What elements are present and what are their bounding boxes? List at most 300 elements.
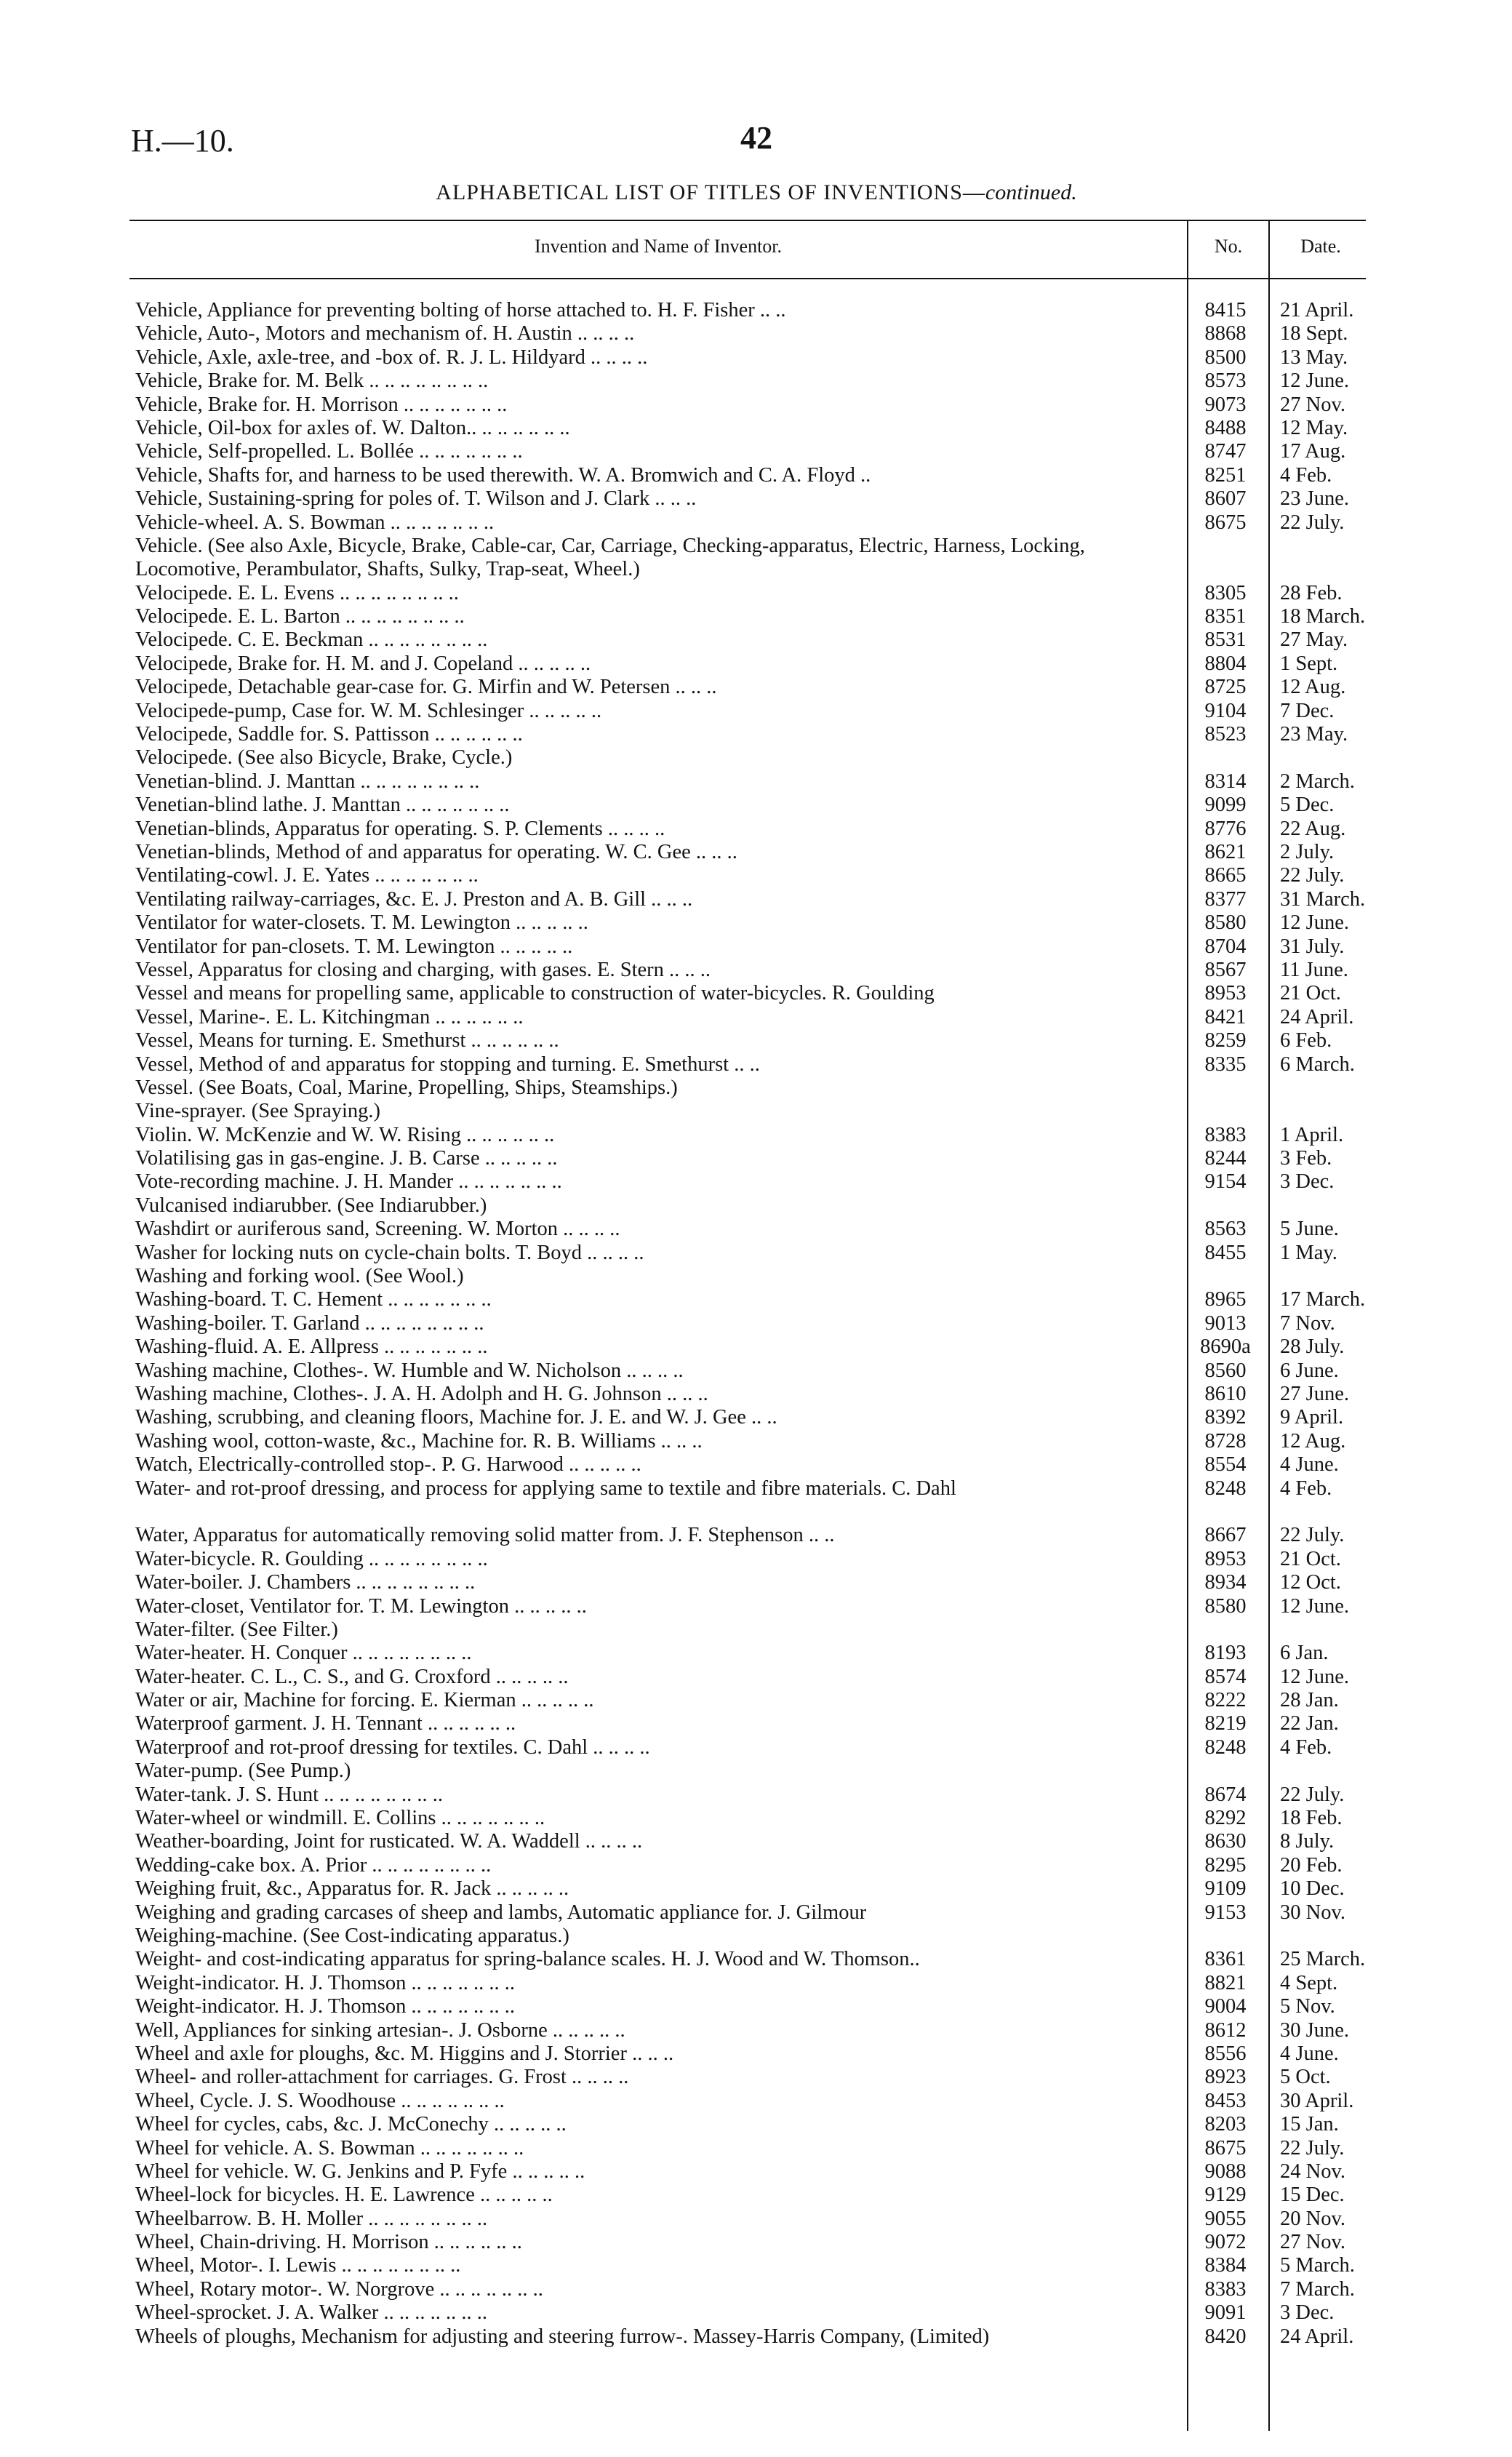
patent-number: 8392 bbox=[1204, 1406, 1247, 1429]
patent-number: 8573 bbox=[1204, 369, 1247, 393]
table-row bbox=[0, 935, 1512, 959]
column-header-date: Date. bbox=[1300, 236, 1341, 257]
table-row bbox=[0, 723, 1512, 746]
patent-number: 8488 bbox=[1204, 416, 1247, 439]
invention-title: Water, Apparatus for automatically removing solid matter from. J. F. Stephenson .. .. bbox=[135, 1524, 835, 1547]
patent-date: 21 Oct. bbox=[1280, 1547, 1341, 1570]
invention-title: Water- and rot-proof dressing, and process for applying same to textile and fibre materials. C. Dahl bbox=[135, 1477, 956, 1500]
invention-title: Ventilating railway-carriages, &c. E. J. Preston and A. B. Gill .. .. .. bbox=[135, 887, 693, 911]
patent-number: 8455 bbox=[1204, 1241, 1247, 1264]
patent-date: 7 Nov. bbox=[1280, 1311, 1335, 1335]
patent-date: 4 June. bbox=[1280, 1453, 1339, 1477]
patent-number: 8665 bbox=[1204, 864, 1247, 887]
table-row bbox=[0, 818, 1512, 841]
patent-date: 17 Aug. bbox=[1280, 440, 1346, 463]
table-row bbox=[0, 2019, 1512, 2042]
table-row bbox=[0, 1124, 1512, 1147]
patent-date: 5 Nov. bbox=[1280, 1995, 1335, 2018]
table-row bbox=[0, 700, 1512, 723]
patent-date: 22 July. bbox=[1280, 511, 1345, 534]
patent-date: 12 June. bbox=[1280, 369, 1349, 393]
patent-number: 9099 bbox=[1204, 794, 1247, 817]
patent-date: 6 Feb. bbox=[1280, 1029, 1332, 1052]
table-row bbox=[0, 982, 1512, 1005]
patent-date: 12 Oct. bbox=[1280, 1571, 1341, 1594]
patent-number: 8674 bbox=[1204, 1783, 1247, 1806]
patent-date: 12 June. bbox=[1280, 911, 1349, 935]
table-row bbox=[0, 346, 1512, 369]
invention-title: Vine-sprayer. (See Spraying.) bbox=[135, 1100, 381, 1123]
invention-title: Weather-boarding, Joint for rusticated. W. A. Waddell .. .. .. .. bbox=[135, 1830, 643, 1853]
table-row bbox=[0, 1666, 1512, 1689]
table-row bbox=[0, 1925, 1512, 1948]
table-row bbox=[0, 864, 1512, 887]
patent-number: 9104 bbox=[1204, 699, 1247, 722]
column-header-number: No. bbox=[1214, 236, 1243, 257]
patent-date: 3 Feb. bbox=[1280, 1147, 1332, 1170]
patent-date: 4 Feb. bbox=[1280, 463, 1332, 487]
invention-title: Weighing-machine. (See Cost-indicating apparatus.) bbox=[135, 1924, 569, 1947]
invention-title: Water-heater. H. Conquer .. .. .. .. .. .. .. .. bbox=[135, 1642, 472, 1665]
patent-number: 8292 bbox=[1204, 1807, 1247, 1830]
patent-date: 6 March. bbox=[1280, 1052, 1355, 1076]
table-row bbox=[0, 322, 1512, 345]
table-header-rule bbox=[129, 278, 1366, 279]
patent-date: 27 May. bbox=[1280, 628, 1348, 652]
patent-number: 8377 bbox=[1204, 887, 1247, 911]
patent-number: 8747 bbox=[1204, 440, 1247, 463]
invention-title: Wheel for vehicle. W. G. Jenkins and P. Fyfe .. .. .. .. .. bbox=[135, 2160, 585, 2183]
invention-title: Wedding-cake box. A. Prior .. .. .. .. .. .. .. .. bbox=[135, 1853, 492, 1877]
table-row bbox=[0, 464, 1512, 487]
patent-date: 20 Feb. bbox=[1280, 1853, 1343, 1877]
patent-number: 8531 bbox=[1204, 628, 1247, 652]
table-row bbox=[0, 2184, 1512, 2207]
invention-title: Wheel- and roller-attachment for carriages. G. Frost .. .. .. .. bbox=[135, 2066, 629, 2089]
page-number: 42 bbox=[740, 120, 772, 156]
table-row bbox=[0, 1901, 1512, 1925]
patent-number: 8193 bbox=[1204, 1642, 1247, 1665]
table-row bbox=[0, 1406, 1512, 1429]
invention-title: Washing machine, Clothes-. W. Humble and W. Nicholson .. .. .. .. bbox=[135, 1359, 684, 1382]
patent-number: 8351 bbox=[1204, 605, 1247, 628]
invention-title: Volatilising gas in gas-engine. J. B. Carse .. .. .. .. .. bbox=[135, 1147, 558, 1170]
table-row bbox=[0, 652, 1512, 676]
invention-title: Weighing and grading carcases of sheep and lambs, Automatic appliance for. J. Gilmour bbox=[135, 1901, 867, 1924]
invention-title: Washdirt or auriferous sand, Screening. W. Morton .. .. .. .. bbox=[135, 1218, 620, 1241]
invention-title: Weight-indicator. H. J. Thomson .. .. .. .. .. .. .. bbox=[135, 1971, 516, 1994]
invention-title: Water-bicycle. R. Goulding .. .. .. .. .. .. .. .. bbox=[135, 1547, 488, 1570]
table-row bbox=[0, 2325, 1512, 2373]
patent-date: 23 June. bbox=[1280, 487, 1349, 511]
patent-number: 8421 bbox=[1204, 1005, 1247, 1028]
invention-title: Washing, scrubbing, and cleaning floors, Machine for. J. E. and W. J. Gee .. .. bbox=[135, 1406, 777, 1429]
table-row bbox=[0, 369, 1512, 393]
patent-number: 8563 bbox=[1204, 1218, 1247, 1241]
patent-date: 21 Oct. bbox=[1280, 982, 1341, 1005]
invention-title: Vehicle-wheel. A. S. Bowman .. .. .. .. .. .. .. bbox=[135, 511, 495, 534]
patent-date: 24 April. bbox=[1280, 1005, 1354, 1028]
invention-title: Venetian-blinds, Apparatus for operating. S. P. Clements .. .. .. .. bbox=[135, 817, 665, 840]
invention-title: Water-closet, Ventilator for. T. M. Lewington .. .. .. .. .. bbox=[135, 1594, 587, 1618]
patent-date: 22 Jan. bbox=[1280, 1712, 1339, 1735]
table-row bbox=[0, 1783, 1512, 1807]
patent-number: 8383 bbox=[1204, 2277, 1247, 2301]
table-row bbox=[0, 1548, 1512, 1571]
patent-number: 8305 bbox=[1204, 581, 1247, 604]
patent-date: 15 Jan. bbox=[1280, 2113, 1339, 2136]
patent-number: 8556 bbox=[1204, 2042, 1247, 2065]
invention-title: Vehicle, Brake for. H. Morrison .. .. .. .. .. .. .. bbox=[135, 393, 508, 416]
patent-number: 8295 bbox=[1204, 1853, 1247, 1877]
patent-date: 18 Sept. bbox=[1280, 322, 1348, 345]
table-row bbox=[0, 676, 1512, 699]
invention-title: Vote-recording machine. J. H. Mander .. .. .. .. .. .. .. bbox=[135, 1170, 562, 1194]
invention-title: Watch, Electrically-controlled stop-. P. G. Harwood .. .. .. .. .. bbox=[135, 1453, 641, 1477]
patent-date: 2 July. bbox=[1280, 841, 1335, 863]
patent-date: 4 June. bbox=[1280, 2042, 1339, 2065]
invention-title: Vehicle, Brake for. M. Belk .. .. .. .. .. .. .. .. bbox=[135, 369, 489, 393]
patent-date: 2 March. bbox=[1280, 770, 1355, 793]
patent-date: 31 March. bbox=[1280, 887, 1366, 911]
patent-number: 8248 bbox=[1204, 1477, 1247, 1500]
table-row bbox=[0, 1736, 1512, 1759]
invention-title: Ventilator for pan-closets. T. M. Lewington .. .. .. .. .. bbox=[135, 935, 573, 958]
patent-number: 8776 bbox=[1204, 817, 1247, 840]
patent-number: 8667 bbox=[1204, 1524, 1247, 1547]
invention-title: Vehicle, Auto-, Motors and mechanism of. H. Austin .. .. .. .. bbox=[135, 322, 635, 345]
invention-title: Ventilator for water-closets. T. M. Lewington .. .. .. .. .. bbox=[135, 911, 588, 935]
patent-date: 5 Dec. bbox=[1280, 794, 1335, 817]
patent-number: 8384 bbox=[1204, 2254, 1247, 2277]
patent-number: 8580 bbox=[1204, 1594, 1247, 1618]
patent-date: 30 Nov. bbox=[1280, 1901, 1345, 1924]
inventions-table bbox=[0, 299, 1512, 2372]
patent-number: 8222 bbox=[1204, 1689, 1247, 1712]
patent-number: 9088 bbox=[1204, 2160, 1247, 2183]
invention-title: Ventilating-cowl. J. E. Yates .. .. .. .. .. .. .. bbox=[135, 864, 479, 887]
table-row bbox=[0, 1029, 1512, 1052]
table-row bbox=[0, 1524, 1512, 1547]
invention-title: Vehicle, Sustaining-spring for poles of. T. Wilson and J. Clark .. .. .. bbox=[135, 487, 697, 511]
table-row bbox=[0, 1170, 1512, 1194]
invention-title: Washing and forking wool. (See Wool.) bbox=[135, 1265, 464, 1288]
table-row bbox=[0, 1100, 1512, 1123]
invention-title: Weighing fruit, &c., Apparatus for. R. Jack .. .. .. .. .. bbox=[135, 1877, 569, 1901]
invention-title: Washing wool, cotton-waste, &c., Machine for. R. B. Williams .. .. .. bbox=[135, 1429, 703, 1453]
patent-date: 20 Nov. bbox=[1280, 2207, 1345, 2230]
patent-number: 8607 bbox=[1204, 487, 1247, 511]
table-row bbox=[0, 1218, 1512, 1241]
patent-date: 9 April. bbox=[1280, 1406, 1344, 1429]
patent-date: 3 Dec. bbox=[1280, 1170, 1335, 1194]
patent-date: 22 July. bbox=[1280, 1524, 1345, 1547]
invention-title: Venetian-blind. J. Manttan .. .. .. .. .. .. .. .. bbox=[135, 770, 480, 793]
invention-title: Velocipede, Saddle for. S. Pattisson .. .. .. .. .. .. bbox=[135, 723, 523, 746]
table-row bbox=[0, 746, 1512, 770]
patent-date: 24 Nov. bbox=[1280, 2160, 1345, 2183]
invention-title: Wheel-sprocket. J. A. Walker .. .. .. .. .. .. .. bbox=[135, 2301, 487, 2325]
page-title bbox=[218, 180, 1295, 205]
invention-title: Wheel, Chain-driving. H. Morrison .. .. .. .. .. .. bbox=[135, 2231, 522, 2254]
patent-date: 8 July. bbox=[1280, 1830, 1335, 1853]
table-row bbox=[0, 2137, 1512, 2160]
invention-title: Wheels of ploughs, Mechanism for adjusting and steering furrow-. Massey-Harris Company, (Limited) bbox=[135, 2325, 990, 2348]
patent-date: 21 April. bbox=[1280, 299, 1354, 321]
patent-number: 8821 bbox=[1204, 1971, 1247, 1994]
patent-date: 18 March. bbox=[1280, 605, 1366, 628]
patent-date: 17 March. bbox=[1280, 1288, 1366, 1311]
table-row bbox=[0, 1948, 1512, 1971]
table-row bbox=[0, 911, 1512, 935]
patent-number: 8675 bbox=[1204, 2136, 1247, 2160]
table-row bbox=[0, 417, 1512, 440]
patent-date: 4 Feb. bbox=[1280, 1735, 1332, 1759]
invention-title: Wheel for vehicle. A. S. Bowman .. .. .. .. .. .. .. bbox=[135, 2136, 524, 2160]
patent-number: 8415 bbox=[1204, 299, 1247, 321]
invention-title: Washing machine, Clothes-. J. A. H. Adolph and H. G. Johnson .. .. .. bbox=[135, 1382, 708, 1405]
patent-date: 6 June. bbox=[1280, 1359, 1339, 1382]
patent-number: 8868 bbox=[1204, 322, 1247, 345]
table-row bbox=[0, 393, 1512, 417]
patent-number: 8804 bbox=[1204, 652, 1247, 675]
patent-number: 8244 bbox=[1204, 1147, 1247, 1170]
invention-title: Vehicle, Appliance for preventing bolting of horse attached to. H. F. Fisher .. .. bbox=[135, 299, 786, 321]
patent-date: 27 June. bbox=[1280, 1382, 1349, 1405]
invention-title: Waterproof garment. J. H. Tennant .. .. .. .. .. .. bbox=[135, 1712, 516, 1735]
patent-date: 22 July. bbox=[1280, 2136, 1345, 2160]
patent-date: 22 July. bbox=[1280, 864, 1345, 887]
table-row bbox=[0, 1359, 1512, 1383]
patent-number: 9154 bbox=[1204, 1170, 1247, 1194]
invention-title: Water or air, Machine for forcing. E. Kierman .. .. .. .. .. bbox=[135, 1689, 594, 1712]
invention-title: Vehicle. (See also Axle, Bicycle, Brake, Cable-car, Car, Carriage, Checking-apparatus, Electric, Harness, Locking, Locomotive, Perambulator, Shafts, Sulky, Trap-seat, Wheel.) bbox=[135, 534, 1085, 581]
title-continued: continued. bbox=[985, 180, 1077, 204]
invention-title: Vulcanised indiarubber. (See Indiarubber.) bbox=[135, 1194, 487, 1217]
table-row bbox=[0, 605, 1512, 628]
patent-number: 8630 bbox=[1204, 1830, 1247, 1853]
patent-date: 10 Dec. bbox=[1280, 1877, 1345, 1901]
patent-date: 15 Dec. bbox=[1280, 2184, 1345, 2207]
invention-title: Vessel and means for propelling same, applicable to construction of water-bicycles. R. Goulding bbox=[135, 982, 935, 1005]
document-code: H.—10. bbox=[131, 123, 234, 159]
patent-number: 8934 bbox=[1204, 1571, 1247, 1594]
patent-number: 8251 bbox=[1204, 463, 1247, 487]
table-row bbox=[0, 1288, 1512, 1311]
patent-number: 8728 bbox=[1204, 1429, 1247, 1453]
table-row bbox=[0, 1642, 1512, 1665]
invention-title: Water-wheel or windmill. E. Collins .. .. .. .. .. .. .. bbox=[135, 1807, 545, 1830]
table-row bbox=[0, 2254, 1512, 2277]
table-row bbox=[0, 2231, 1512, 2254]
table-row bbox=[0, 1807, 1512, 1830]
patent-date: 12 June. bbox=[1280, 1594, 1349, 1618]
patent-date: 28 Jan. bbox=[1280, 1689, 1339, 1712]
invention-title: Vehicle, Axle, axle-tree, and -box of. R. J. L. Hildyard .. .. .. .. bbox=[135, 345, 648, 369]
invention-title: Velocipede. C. E. Beckman .. .. .. .. .. .. .. .. bbox=[135, 628, 488, 652]
table-row bbox=[0, 535, 1512, 582]
patent-number: 8610 bbox=[1204, 1382, 1247, 1405]
table-row bbox=[0, 2160, 1512, 2184]
patent-number: 8580 bbox=[1204, 911, 1247, 935]
table-row bbox=[0, 440, 1512, 463]
patent-number: 8675 bbox=[1204, 511, 1247, 534]
patent-number: 8704 bbox=[1204, 935, 1247, 958]
table-row bbox=[0, 1618, 1512, 1642]
invention-title: Wheel and axle for ploughs, &c. M. Higgins and J. Storrier .. .. .. bbox=[135, 2042, 674, 2065]
patent-number: 8248 bbox=[1204, 1735, 1247, 1759]
invention-title: Vehicle, Oil-box for axles of. W. Dalton.. .. .. .. .. .. .. bbox=[135, 416, 570, 439]
table-row bbox=[0, 1053, 1512, 1076]
patent-date: 7 March. bbox=[1280, 2277, 1355, 2301]
patent-number: 8453 bbox=[1204, 2089, 1247, 2112]
patent-date: 1 April. bbox=[1280, 1123, 1344, 1146]
invention-title: Violin. W. McKenzie and W. W. Rising .. .. .. .. .. .. bbox=[135, 1123, 555, 1146]
patent-number: 9091 bbox=[1204, 2301, 1247, 2325]
patent-number: 8554 bbox=[1204, 1453, 1247, 1477]
patent-date: 28 July. bbox=[1280, 1335, 1345, 1359]
table-row bbox=[0, 1383, 1512, 1406]
patent-date: 22 Aug. bbox=[1280, 817, 1346, 840]
patent-number: 8219 bbox=[1204, 1712, 1247, 1735]
table-row bbox=[0, 1854, 1512, 1877]
table-row bbox=[0, 1430, 1512, 1453]
patent-date: 6 Jan. bbox=[1280, 1642, 1329, 1665]
table-row bbox=[0, 1194, 1512, 1218]
table-row bbox=[0, 1877, 1512, 1901]
patent-number: 9072 bbox=[1204, 2231, 1247, 2254]
table-top-rule bbox=[129, 220, 1366, 221]
invention-title: Vehicle, Shafts for, and harness to be used therewith. W. A. Bromwich and C. A. Floyd .. bbox=[135, 463, 871, 487]
patent-number: 8567 bbox=[1204, 958, 1247, 981]
table-row bbox=[0, 487, 1512, 511]
invention-title: Venetian-blinds, Method of and apparatus for operating. W. C. Gee .. .. .. bbox=[135, 841, 737, 863]
patent-number: 8612 bbox=[1204, 2018, 1247, 2042]
title-main: ALPHABETICAL LIST OF TITLES OF INVENTIONS— bbox=[436, 180, 985, 204]
invention-title: Wheel, Motor-. I. Lewis .. .. .. .. .. .. .. .. bbox=[135, 2254, 461, 2277]
invention-title: Wheel-lock for bicycles. H. E. Lawrence .. .. .. .. .. bbox=[135, 2184, 553, 2207]
invention-title: Weight-indicator. H. J. Thomson .. .. .. .. .. .. .. bbox=[135, 1995, 516, 2018]
patent-date: 4 Feb. bbox=[1280, 1477, 1332, 1500]
patent-date: 12 Aug. bbox=[1280, 676, 1346, 699]
patent-number: 8923 bbox=[1204, 2066, 1247, 2089]
patent-number: 9073 bbox=[1204, 393, 1247, 416]
patent-date: 25 March. bbox=[1280, 1948, 1366, 1971]
patent-date: 12 Aug. bbox=[1280, 1429, 1346, 1453]
patent-number: 8523 bbox=[1204, 723, 1247, 746]
invention-title: Washing-fluid. A. E. Allpress .. .. .. .. .. .. .. bbox=[135, 1335, 488, 1359]
patent-date: 5 Oct. bbox=[1280, 2066, 1331, 2089]
patent-number: 8725 bbox=[1204, 676, 1247, 699]
patent-date: 5 June. bbox=[1280, 1218, 1339, 1241]
invention-title: Water-heater. C. L., C. S., and G. Croxford .. .. .. .. .. bbox=[135, 1665, 569, 1688]
patent-date: 27 Nov. bbox=[1280, 2231, 1345, 2254]
table-row bbox=[0, 1265, 1512, 1288]
column-header-title: Invention and Name of Inventor. bbox=[534, 236, 783, 257]
patent-date: 7 Dec. bbox=[1280, 699, 1335, 722]
table-row bbox=[0, 2090, 1512, 2113]
table-row bbox=[0, 1595, 1512, 1618]
table-row bbox=[0, 1335, 1512, 1359]
table-row bbox=[0, 1759, 1512, 1783]
table-row bbox=[0, 1995, 1512, 2018]
invention-title: Vessel. (See Boats, Coal, Marine, Propelling, Ships, Steamships.) bbox=[135, 1076, 678, 1099]
patent-date: 12 May. bbox=[1280, 416, 1348, 439]
patent-number: 8259 bbox=[1204, 1029, 1247, 1052]
patent-number: 9055 bbox=[1204, 2207, 1247, 2230]
patent-number: 8560 bbox=[1204, 1359, 1247, 1382]
table-row bbox=[0, 2278, 1512, 2301]
table-row bbox=[0, 2113, 1512, 2136]
invention-title: Velocipede, Detachable gear-case for. G. Mirfin and W. Petersen .. .. .. bbox=[135, 676, 717, 699]
patent-number: 8335 bbox=[1204, 1052, 1247, 1076]
patent-number: 8965 bbox=[1204, 1288, 1247, 1311]
table-row bbox=[0, 1830, 1512, 1853]
table-row bbox=[0, 888, 1512, 911]
patent-number: 8500 bbox=[1204, 345, 1247, 369]
patent-date: 3 Dec. bbox=[1280, 2301, 1335, 2325]
invention-title: Washer for locking nuts on cycle-chain bolts. T. Boyd .. .. .. .. bbox=[135, 1241, 644, 1264]
table-row bbox=[0, 1312, 1512, 1335]
patent-number: 9129 bbox=[1204, 2184, 1247, 2207]
patent-date: 28 Feb. bbox=[1280, 581, 1343, 604]
patent-number: 8621 bbox=[1204, 841, 1247, 863]
table-row bbox=[0, 770, 1512, 794]
patent-date: 24 April. bbox=[1280, 2325, 1354, 2348]
patent-number: 9109 bbox=[1204, 1877, 1247, 1901]
invention-title: Vessel, Method of and apparatus for stopping and turning. E. Smethurst .. .. bbox=[135, 1052, 760, 1076]
invention-title: Vehicle, Self-propelled. L. Bollée .. .. .. .. .. .. .. bbox=[135, 440, 523, 463]
table-row bbox=[0, 2208, 1512, 2231]
table-row bbox=[0, 2066, 1512, 2089]
patent-date: 1 Sept. bbox=[1280, 652, 1338, 675]
invention-title: Velocipede. E. L. Barton .. .. .. .. .. .. .. .. bbox=[135, 605, 465, 628]
invention-title: Water-boiler. J. Chambers .. .. .. .. .. .. .. .. bbox=[135, 1571, 476, 1594]
table-row bbox=[0, 1006, 1512, 1029]
invention-title: Velocipede, Brake for. H. M. and J. Copeland .. .. .. .. .. bbox=[135, 652, 591, 675]
patent-number: 8953 bbox=[1204, 982, 1247, 1005]
invention-title: Vessel, Apparatus for closing and charging, with gases. E. Stern .. .. .. bbox=[135, 958, 711, 981]
table-row bbox=[0, 1076, 1512, 1100]
patent-date: 23 May. bbox=[1280, 723, 1348, 746]
table-row bbox=[0, 1712, 1512, 1735]
patent-number: 8383 bbox=[1204, 1123, 1247, 1146]
patent-number: 8953 bbox=[1204, 1547, 1247, 1570]
invention-title: Wheelbarrow. B. H. Moller .. .. .. .. .. .. .. .. bbox=[135, 2207, 488, 2230]
table-row bbox=[0, 299, 1512, 322]
patent-date: 4 Sept. bbox=[1280, 1971, 1338, 1994]
patent-number: 9013 bbox=[1204, 1311, 1247, 1335]
table-row bbox=[0, 841, 1512, 864]
patent-date: 13 May. bbox=[1280, 345, 1348, 369]
invention-title: Waterproof and rot-proof dressing for textiles. C. Dahl .. .. .. .. bbox=[135, 1735, 650, 1759]
patent-date: 12 June. bbox=[1280, 1665, 1349, 1688]
invention-title: Water-pump. (See Pump.) bbox=[135, 1759, 351, 1783]
table-row bbox=[0, 1477, 1512, 1525]
patent-number: 9004 bbox=[1204, 1995, 1247, 2018]
invention-title: Velocipede. (See also Bicycle, Brake, Cycle.) bbox=[135, 746, 513, 770]
invention-title: Vessel, Marine-. E. L. Kitchingman .. .. .. .. .. .. bbox=[135, 1005, 524, 1028]
patent-date: 30 June. bbox=[1280, 2018, 1349, 2042]
table-row bbox=[0, 628, 1512, 652]
table-row bbox=[0, 1972, 1512, 1995]
invention-title: Water-filter. (See Filter.) bbox=[135, 1618, 338, 1641]
patent-number: 9153 bbox=[1204, 1901, 1247, 1924]
patent-number: 8203 bbox=[1204, 2113, 1247, 2136]
invention-title: Velocipede. E. L. Evens .. .. .. .. .. .. .. .. bbox=[135, 581, 459, 604]
patent-number: 8690a bbox=[1200, 1335, 1251, 1359]
table-row bbox=[0, 1147, 1512, 1170]
